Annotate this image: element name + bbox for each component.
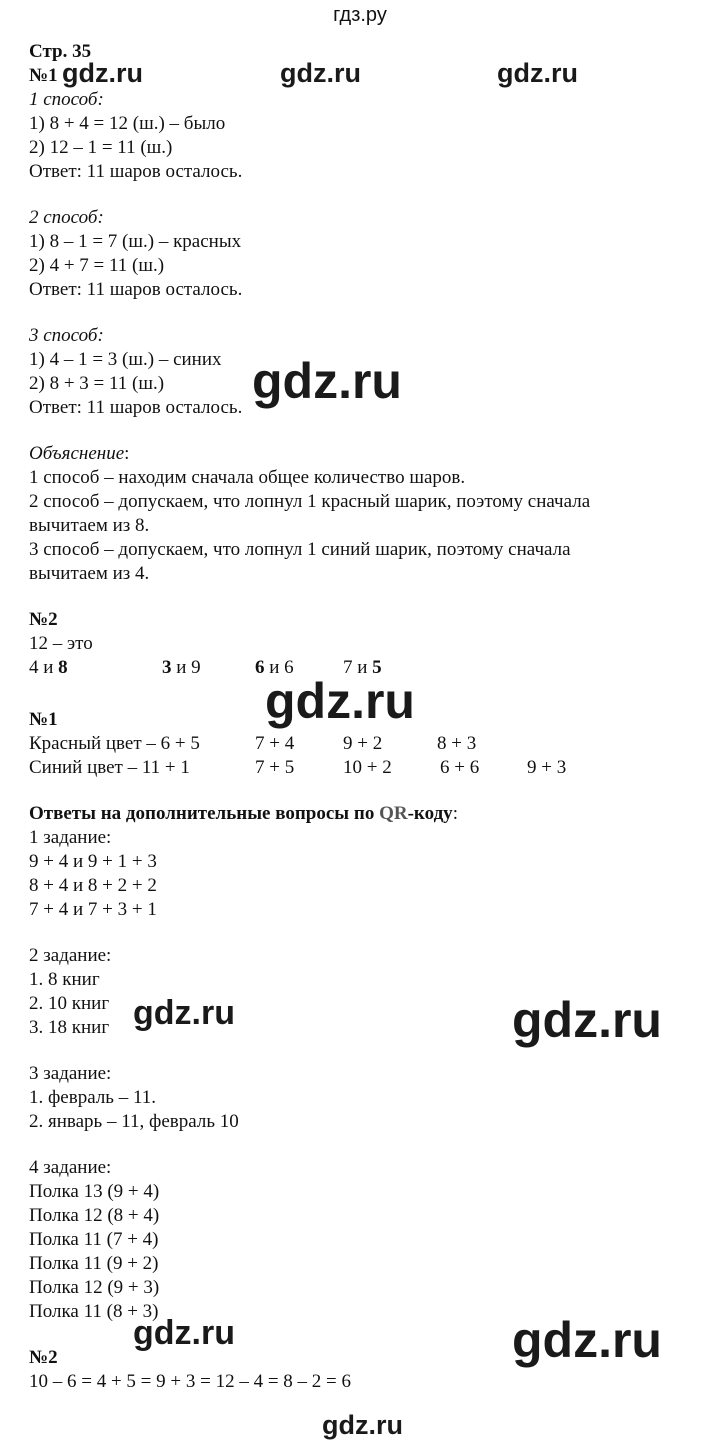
subtask-line: Полка 12 (8 + 4) (29, 1205, 160, 1226)
blue-color-label: Синий цвет – 11 + 1 (29, 757, 190, 778)
red-expression: 8 + 3 (437, 733, 477, 754)
subtask-title: 1 задание: (29, 827, 112, 848)
subtask-title: 4 задание: (29, 1157, 112, 1178)
answer-line: Ответ: 11 шаров осталось. (29, 397, 243, 418)
subtask-line: Полка 12 (9 + 3) (29, 1277, 160, 1298)
pair-b: 8 (58, 657, 68, 678)
blue-expression: 9 + 3 (527, 757, 567, 778)
watermark: gdz.ru (497, 58, 578, 88)
pair-b: 9 (191, 657, 201, 678)
answer-line: Ответ: 11 шаров осталось. (29, 279, 243, 300)
extra-title-suffix: -коду (407, 803, 453, 824)
blue-expression: 10 + 2 (343, 757, 392, 778)
solution-step: 1) 8 + 4 = 12 (ш.) – было (29, 113, 226, 134)
watermark: gdz.ru (133, 994, 235, 1032)
site-header: гдз.ру (333, 4, 387, 26)
task-number: №2 (29, 1347, 58, 1368)
pair-a: 6 (255, 657, 265, 678)
subtask-line: 1. февраль – 11. (29, 1087, 157, 1108)
method-title: 1 способ: (29, 89, 104, 110)
subtask-line: Полка 11 (7 + 4) (29, 1229, 159, 1250)
subtask-line: Полка 13 (9 + 4) (29, 1181, 160, 1202)
subtask-line: 8 + 4 и 8 + 2 + 2 (29, 875, 157, 896)
explanation-colon: : (124, 443, 130, 464)
pair-and: и (264, 657, 285, 678)
subtask-line: 3. 18 книг (29, 1017, 110, 1038)
subtask-line: 9 + 4 и 9 + 1 + 3 (29, 851, 157, 872)
watermark: gdz.ru (322, 1410, 403, 1440)
task-number: №1 (29, 65, 58, 86)
extra-answers-title (29, 802, 458, 826)
solution-step: 1) 4 – 1 = 3 (ш.) – синих (29, 349, 222, 370)
pair-b: 5 (372, 657, 382, 678)
subtask-line: 2. 10 книг (29, 993, 110, 1014)
explanation-title-text: Объяснение (29, 443, 125, 464)
extra-title-text: Ответы на дополнительные вопросы по (29, 803, 380, 824)
explanation-paragraph: вычитаем из 4. (29, 563, 150, 584)
watermark: gdz.ru (280, 58, 361, 88)
subtask-line: 7 + 4 и 7 + 3 + 1 (29, 899, 157, 920)
equation-chain: 10 – 6 = 4 + 5 = 9 + 3 = 12 – 4 = 8 – 2 = 6 (29, 1371, 352, 1392)
solution-step: 2) 4 + 7 = 11 (ш.) (29, 255, 165, 276)
watermark: gdz.ru (252, 353, 402, 409)
pair-a: 3 (162, 657, 172, 678)
solution-step: 1) 8 – 1 = 7 (ш.) – красных (29, 231, 242, 252)
explanation-paragraph: вычитаем из 8. (29, 515, 150, 536)
task-number: №2 (29, 609, 58, 630)
subtask-title: 2 задание: (29, 945, 112, 966)
subtask-line: Полка 11 (8 + 3) (29, 1301, 159, 1322)
explanation-text: 2 способ – допускаем, что лопнул 1 красный шарик, поэтому сначала (29, 491, 591, 512)
explanation-title (29, 442, 129, 466)
watermark: gdz.ru (265, 673, 415, 729)
page-number: Стр. 35 (29, 41, 92, 62)
explanation-paragraph: 1 способ – находим сначала общее количество шаров. (29, 467, 466, 488)
solution-step: 2) 12 – 1 = 11 (ш.) (29, 137, 173, 158)
pair-a: 4 (29, 657, 39, 678)
pair-b: 6 (284, 657, 294, 678)
red-color-label: Красный цвет – 6 + 5 (29, 733, 200, 754)
explanation-paragraph (29, 538, 699, 562)
watermark: gdz.ru (512, 992, 662, 1048)
method-title: 2 способ: (29, 207, 104, 228)
number-pair (162, 656, 201, 680)
explanation-paragraph (29, 490, 699, 514)
red-expression: 7 + 4 (255, 733, 295, 754)
watermark: gdz.ru (133, 1314, 235, 1352)
subtask-line: Полка 11 (9 + 2) (29, 1253, 159, 1274)
extra-title-colon: : (452, 803, 458, 824)
solution-step: 2) 8 + 3 = 11 (ш.) (29, 373, 165, 394)
number-pair (29, 656, 68, 680)
pair-a: 7 (343, 657, 353, 678)
subtask-line: 2. январь – 11, февраль 10 (29, 1111, 239, 1132)
blue-expression: 7 + 5 (255, 757, 295, 778)
pair-and: и (171, 657, 192, 678)
task-text: 12 – это (29, 633, 93, 654)
watermark: gdz.ru (62, 58, 143, 88)
pair-and: и (38, 657, 59, 678)
subtask-line: 1. 8 книг (29, 969, 100, 990)
method-title: 3 способ: (29, 325, 104, 346)
task-number: №1 (29, 709, 58, 730)
qr-text: QR (379, 803, 408, 824)
answer-line: Ответ: 11 шаров осталось. (29, 161, 243, 182)
watermark: gdz.ru (512, 1312, 662, 1368)
pair-and: и (352, 657, 373, 678)
red-expression: 9 + 2 (343, 733, 383, 754)
explanation-text: 3 способ – допускаем, что лопнул 1 синий шарик, поэтому сначала (29, 539, 571, 560)
subtask-title: 3 задание: (29, 1063, 112, 1084)
blue-expression: 6 + 6 (440, 757, 480, 778)
